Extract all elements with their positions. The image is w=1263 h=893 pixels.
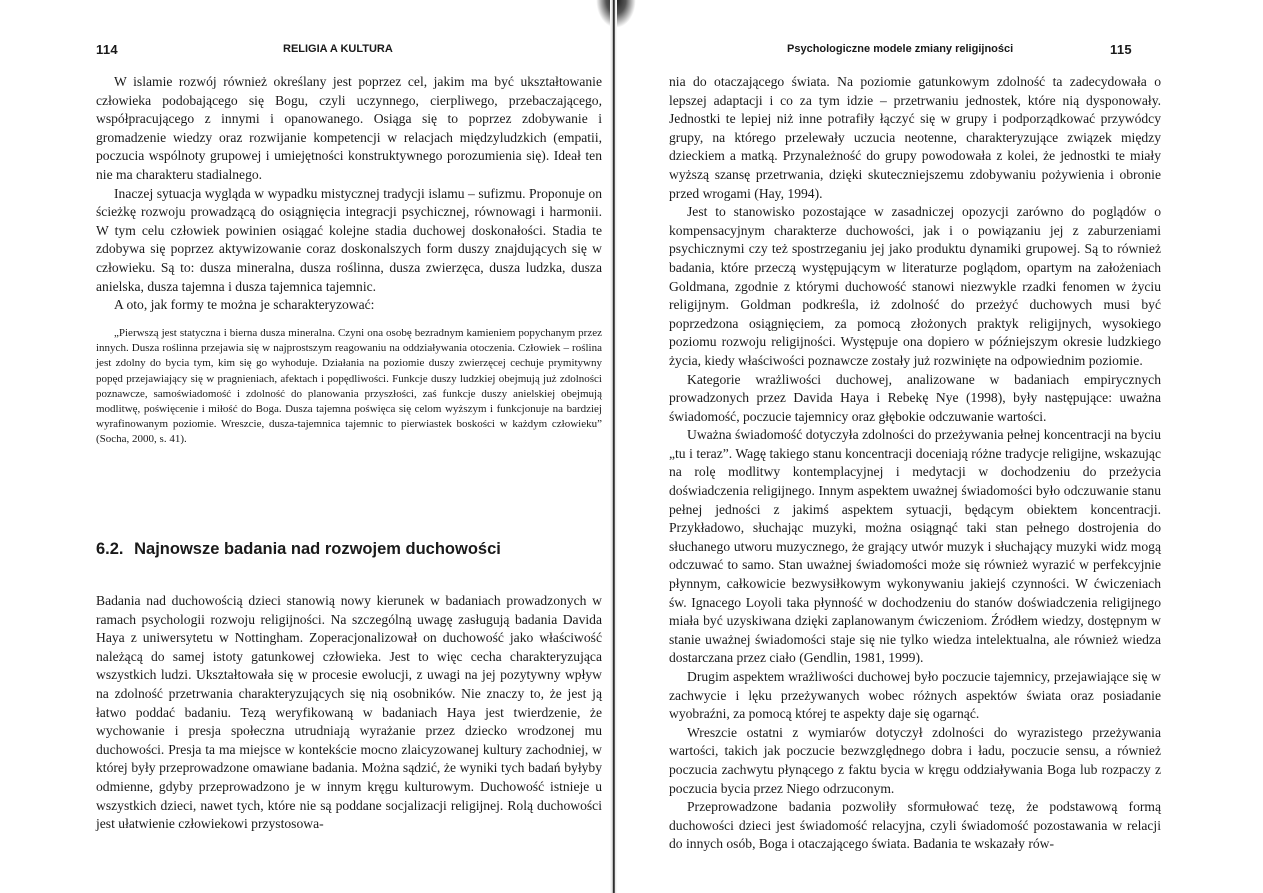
- page-number: 115: [1110, 42, 1132, 57]
- paragraph: Jest to stanowisko pozostające w zasadniczej opozycji zarówno do poglądów o kompensacyjnym charakterze duchowości, jak i o powiązaniu jej z zaburzeniami psychicznymi czy też spostrzeganiu jej jako produktu dynamiki grupowej. Są to również badania, które przeczą występującym w literaturze poglądom, opartym na założeniach Goldmana, zgodnie z którymi duchowość stanowi niezwykle rzadki fenomen w życiu religijnym. Goldman podkreśla, iż zdolność do przeżyć duchowych musi być poprzedzona osiągnięciem, za pomocą złożonych praktyk religijnych, wysokiego poziomu rozwoju religijności. Występuje ona dopiero w późniejszym okresie ludzkiego życia, kiedy właściwości poznawcze zostały już rozwinięte na odpowiednim poziomie.: [669, 204, 1161, 368]
- section-text: [96, 592, 602, 834]
- body-text: [669, 73, 1161, 854]
- right-page: [617, 0, 1263, 893]
- paragraph: Drugim aspektem wrażliwości duchowej było poczucie tajemnicy, przejawiające się w zachwycie i lęku przeżywanych wobec różnych aspektów świata oraz posiadanie wyobraźni, za pomocą której te aspekty daje się ogarnąć.: [669, 669, 1161, 722]
- paragraph: Badania nad duchowością dzieci stanowią nowy kierunek w badaniach prowadzonych w ramach psychologii rozwoju religijności. Na szczególną uwagę zasługują badania Davida Haya z uniwersytetu w Nottingham. Zoperacjonalizował on duchowość jako właściwość należącą do samej istoty gatunkowej człowieka. Jest to więc cecha charakteryzująca wszystkich ludzi. Ukształtowała się w procesie ewolucji, z uwagi na jej pozytywny wpływ na zdolność przetrwania charakteryzujących się nią osobników. Nie znaczy to, że jest ją łatwo poddać badaniu. Tezą weryfikowaną w badaniach Haya jest twierdzenie, że wychowanie i presja społeczna utrudniają wyrażanie przez dziecko wrodzonej mu duchowości. Presja ta ma miejsce w kontekście mocno zlaicyzowanej kultury zachodniej, w której były przeprowadzone omawiane badania. Można sądzić, że wyniki tych badań byłyby odmienne, gdyby przeprowadzono je w innym kręgu kulturowym. Duchowość istnieje u wszystkich dzieci, nawet tych, które nie są poddane socjalizacji religijnej. Rolą duchowości jest ułatwienie człowiekowi przystosowa-: [96, 593, 602, 832]
- paragraph: nia do otaczającego świata. Na poziomie gatunkowym zdolność ta zadecydowała o lepszej adaptacji i co za tym idzie – przetrwaniu jednostek, które nią dysponowały. Jednostki te lepiej niż inne potrafiły łączyć się w grupy i podporządkować przywódcy grupy, na którego przelewały uczucia neotenne, charakteryzujące związek między dzieckiem a matką. Przynależność do grupy powodowała z kolei, że jednostki te miały wyższą szansę przetrwania, dzięki skuteczniejszemu zdobywaniu pożywienia i obronie przed wrogami (Hay, 1994).: [669, 74, 1161, 201]
- left-page: [0, 0, 612, 893]
- paragraph: Kategorie wrażliwości duchowej, analizowane w badaniach empirycznych prowadzonych przez Davida Haya i Rebekę Nye (1998), były następujące: uważna świadomość, poczucie tajemnicy oraz głębokie odczuwanie wartości.: [669, 371, 1161, 424]
- paragraph: Uważna świadomość dotyczyła zdolności do przeżywania pełnej koncentracji na byciu „tu i teraz”. Wagę takiego stanu koncentracji doceniają różne tradycje religijne, wskazując na rolę modlitwy kontemplacyjnej i medytacji w dochodzeniu do przeżycia doświadczenia religijnego. Innym aspektem uważnej świadomości było odczuwanie stanu pełnej jedności z jakimś aspektem sytuacji, będącym obiektem koncentracji. Przykładowo, słuchając muzyki, można osiągnąć taki stan pełnego dostrojenia do słuchanego utworu muzycznego, że grający utwór muzyk i słuchający muzyki widz mogą odczuwać to samo. Stan uważnej świadomości może się również wyrazić w perfekcyjnie płynnym, całkowicie bezwysiłkowym wykonywaniu jakiejś czynności. W ćwiczeniach św. Ignacego Loyoli taka płynność w dochodzeniu do stanów doświadczenia religijnego miała być uzyskiwana dzięki zaplanowanym ćwiczeniom. Źródłem wiedzy, dostępnym w stanie uważnej świadomości staje się nie tylko wiedza intelektualna, ale również wiedza dostarczana przez ciało (Gendlin, 1981, 1999).: [669, 427, 1161, 666]
- section-heading: [96, 540, 596, 559]
- paragraph: Wreszcie ostatni z wymiarów dotyczył zdolności do wyrazistego przeżywania wartości, takich jak poczucie bezwzględnego dobra i ładu, poczucie sensu, a również poczucia zachwytu płynącego z faktu bycia w kręgu oddziaływania Boga lub rozpaczy z poczucia bycia przez Niego odrzuconym.: [669, 724, 1161, 796]
- section-title: Najnowsze badania nad rozwojem duchowości: [134, 540, 501, 558]
- section-number: 6.2.: [96, 540, 124, 558]
- paragraph: Inaczej sytuacja wygląda w wypadku mistycznej tradycji islamu – sufizmu. Proponuje on ścieżkę rozwoju prowadzącą do osiągnięcia integracji psychicznej, równowagi i harmonii. W tym celu człowiek powinien osiągać kolejne stadia duchowej doskonałości. Stadia te zdobywa się poprzez aktywizowanie coraz doskonalszych form duszy znajdujących się w człowieku. Są to: dusza mineralna, dusza roślinna, dusza zwierzęca, dusza ludzka, dusza anielska, dusza tajemna i dusza tajemnica tajemnic.: [96, 185, 602, 294]
- quote-text: „Pierwszą jest statyczna i bierna dusza mineralna. Czyni ona osobę bezradnym kamieniem popychanym przez innych. Dusza roślinna przejawia się w najprostszym reagowaniu na oddziaływania otoczenia. Człowiek – roślina jest zdolny do bycia tym, kim się go wyhoduje. Działania na poziomie duszy zwierzęcej cechuje prymitywny popęd przejawiający się w pragnieniach, afektach i popędliwości. Funkcje duszy ludzkiej obejmują już zdolności poznawcze, samoświadomość i zdolność do planowania przyszłości, zaś funkcje duszy anielskiej obejmują modlitwę, poświęcenie i miłość do Boga. Dusza tajemna poświęca się celom wyższym i funkcjonuje na bardziej wyrafinowanym poziomie. Wreszcie, dusza-tajemnica tajemnic to pierwiastek boskości w każdym człowieku” (Socha, 2000, s. 41).: [96, 327, 602, 446]
- running-header: RELIGIA A KULTURA: [283, 43, 393, 55]
- running-header: Psychologiczne modele zmiany religijności: [787, 43, 1014, 55]
- block-quote: [96, 326, 602, 448]
- intro-text: [96, 73, 602, 315]
- paragraph: Przeprowadzone badania pozwoliły sformułować tezę, że podstawową formą duchowości dzieci jest świadomość relacyjna, czyli świadomość pozostawania w relacji do innych osób, Boga i otaczającego świata. Badania te wskazały rów-: [669, 799, 1161, 852]
- paragraph: W islamie rozwój również określany jest poprzez cel, jakim ma być ukształtowanie człowieka podobającego się Bogu, czyli uczynnego, cierpliwego, przebaczającego, współpracującego z innymi i opanowanego. Osiąga się to poprzez zdobywanie i gromadzenie wiedzy oraz rozwijanie kompetencji w relacjach międzyludzkich (empatii, poczucia wspólnoty grupowej i umiejętności konstruktywnego porozumienia się). Ideał ten nie ma charakteru stadialnego.: [96, 74, 602, 182]
- page-number: 114: [96, 42, 118, 57]
- paragraph: A oto, jak formy te można je scharakteryzować:: [114, 297, 375, 313]
